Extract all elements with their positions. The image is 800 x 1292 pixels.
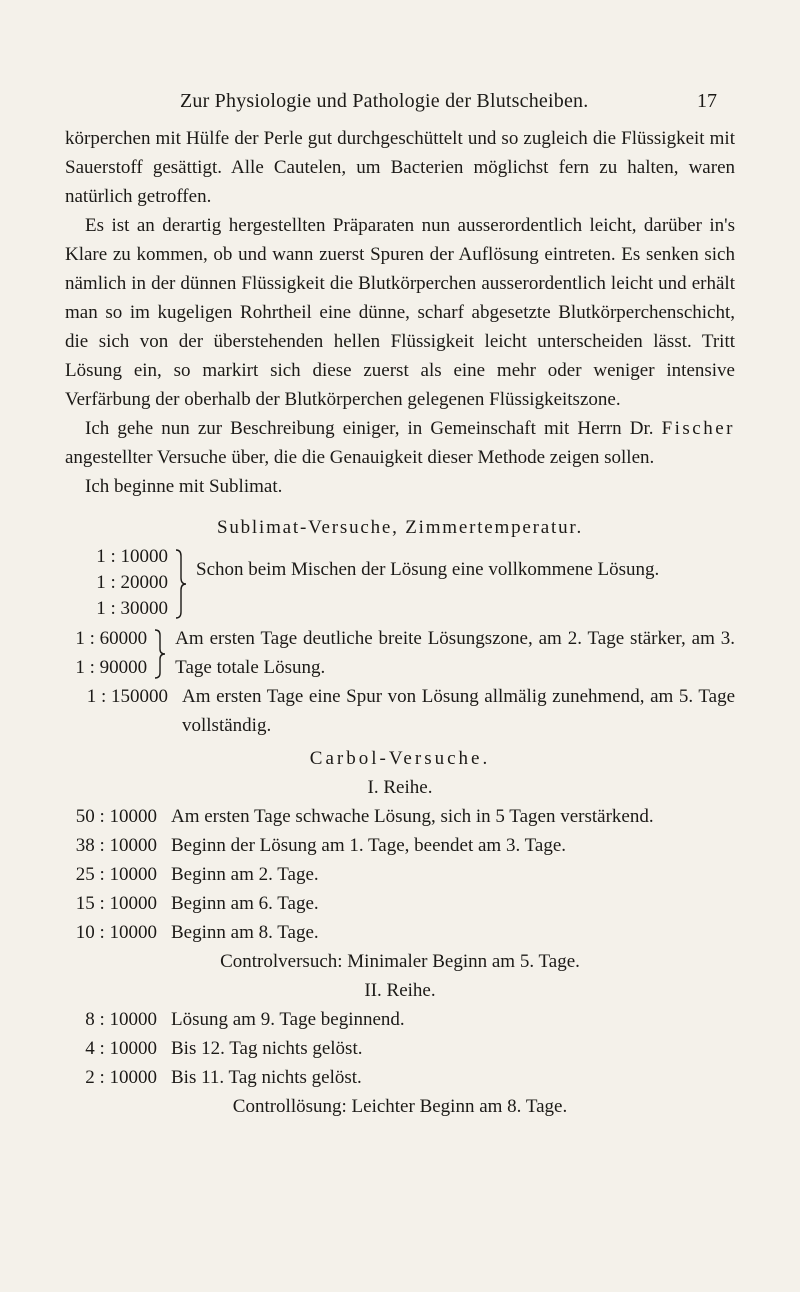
- ratio: 1 : 30000: [96, 598, 168, 619]
- ratio: 1 : 90000: [75, 657, 148, 678]
- paragraph-4: Ich beginne mit Sublimat.: [85, 476, 283, 497]
- ratio: 25 : 10000: [75, 864, 157, 885]
- row-text: Lösung am 9. Tage beginnend.: [171, 1009, 405, 1030]
- ratio: 38 : 10000: [75, 835, 157, 856]
- row-text: Am ersten Tage schwache Lösung, sich in 5 Tagen verstärkend.: [171, 806, 654, 827]
- table-row: [65, 918, 735, 947]
- sublimat-heading: Sublimat-Versuche, Zimmertemperatur.: [216, 517, 584, 538]
- sublimat-group-2-text: Am ersten Tage deutliche breite Lösungszone, am 2. Tage stärker, am 3. Tage totale Lösung.: [175, 628, 735, 678]
- ratio: 1 : 150000: [86, 686, 168, 707]
- author-name-fischer: Fischer: [661, 418, 735, 439]
- paragraph-1: körperchen mit Hülfe der Perle gut durchgeschüttelt und so zugleich die Flüssigkeit mit Sauerstoff gesättigt. Alle Cautelen, um Bacterien möglichst fern zu halten, waren natürlich getroffen.: [65, 128, 735, 207]
- table-row: [65, 889, 735, 918]
- table-row: [65, 831, 735, 860]
- ratio: 15 : 10000: [75, 893, 157, 914]
- row-text: Beginn am 2. Tage.: [171, 864, 319, 885]
- row-text: Beginn am 6. Tage.: [171, 893, 319, 914]
- paragraph-3-before: Ich gehe nun zur Beschreibung einiger, in Gemeinschaft mit Herrn Dr.: [85, 418, 654, 439]
- table-row: [65, 860, 735, 889]
- sublimat-group-1: [65, 544, 735, 622]
- running-header: [0, 90, 800, 120]
- ratio: 2 : 10000: [85, 1067, 157, 1088]
- carbol-heading: Carbol-Versuche.: [309, 748, 491, 769]
- series-1-label: I. Reihe.: [367, 777, 433, 798]
- row-text: Beginn der Lösung am 1. Tage, beendet am 3. Tage.: [171, 835, 567, 856]
- sublimat-group-2: [65, 624, 735, 682]
- row-text: Am ersten Tage eine Spur von Lösung allmälig zunehmend, am 5. Tage vollständig.: [182, 686, 735, 736]
- control-note-2: Controllösung: Leichter Beginn am 8. Tage.: [232, 1096, 568, 1117]
- sublimat-group-2-ratios: [65, 624, 147, 682]
- page-body: [65, 124, 735, 1121]
- ratio: 1 : 60000: [75, 628, 148, 649]
- paragraph-2: Es ist an derartig hergestellten Präparaten nun ausserordentlich leicht, darüber in's Klare zu kommen, ob und wann zuerst Spuren der Auflösung eintreten. Es senken sich nämlich in der dünnen Flüssigkeit die Blutkörperchen ausserordentlich leicht und erhält man so im kugeligen Rohrtheil eine dünne, scharf abgesetzte Blutkörperchenschicht, die sich von der überstehenden hellen Flüssigkeit leicht unterscheiden lässt. Tritt Lösung ein, so markirt sich diese zuerst als eine mehr oder weniger intensive Verfärbung der oberhalb der Blutkörperchen gelegenen Flüssigkeitszone.: [65, 215, 735, 410]
- paragraph-3: [65, 414, 735, 472]
- control-note-1: Controlversuch: Minimaler Beginn am 5. Tage.: [220, 951, 580, 972]
- series-2-label: II. Reihe.: [364, 980, 436, 1001]
- running-title: Zur Physiologie und Pathologie der Blutscheiben.: [180, 90, 589, 112]
- ratio: 1 : 10000: [96, 546, 168, 567]
- ratio: 10 : 10000: [75, 922, 157, 943]
- ratio: 4 : 10000: [85, 1038, 157, 1059]
- brace-icon: [174, 544, 188, 622]
- table-row: [65, 1063, 735, 1092]
- table-row: [65, 1005, 735, 1034]
- ratio: 50 : 10000: [75, 806, 157, 827]
- row-text: Beginn am 8. Tage.: [171, 922, 319, 943]
- page-number: 17: [697, 90, 717, 112]
- sublimat-group-1-text: Schon beim Mischen der Lösung eine vollkommene Lösung.: [196, 559, 660, 580]
- ratio: 8 : 10000: [85, 1009, 157, 1030]
- brace-icon: [153, 624, 167, 682]
- paragraph-3-after: angestellter Versuche über, die die Genauigkeit dieser Methode zeigen sollen.: [65, 447, 655, 468]
- sublimat-group-1-ratios: [65, 544, 168, 622]
- row-text: Bis 12. Tag nichts gelöst.: [171, 1038, 363, 1059]
- table-row: [65, 1034, 735, 1063]
- row-text: Bis 11. Tag nichts gelöst.: [171, 1067, 362, 1088]
- ratio: 1 : 20000: [96, 572, 168, 593]
- table-row: [65, 802, 735, 831]
- sublimat-row-3: [65, 682, 735, 740]
